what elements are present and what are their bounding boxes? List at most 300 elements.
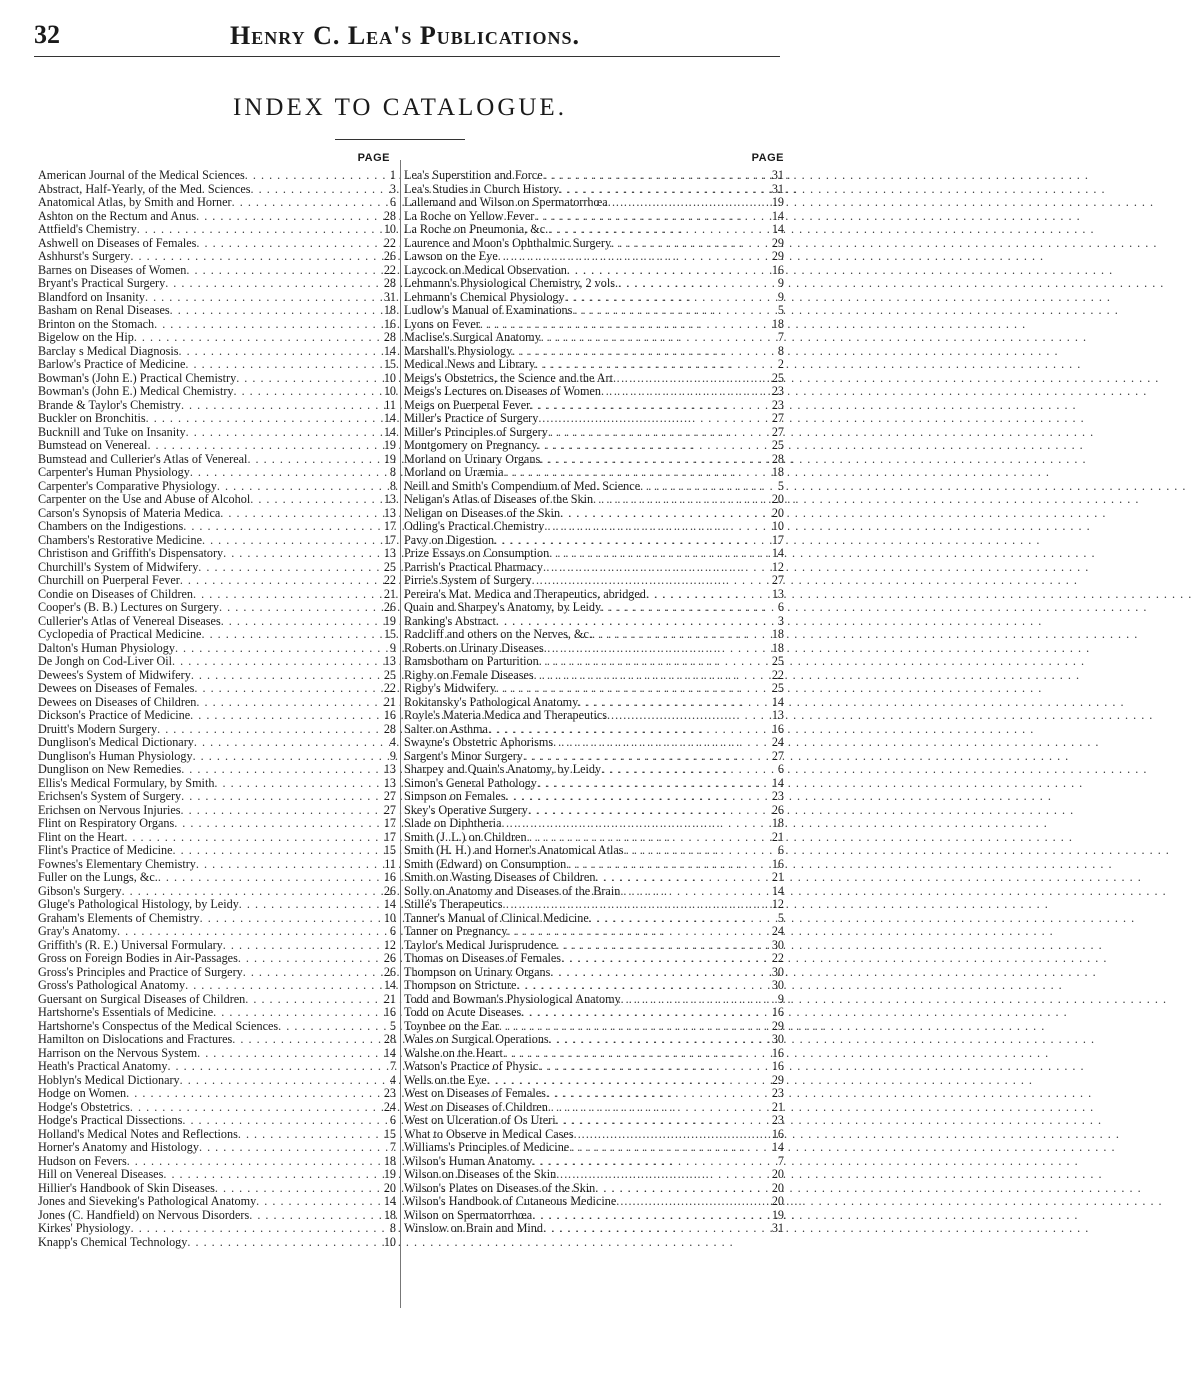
index-entry: [404, 885, 784, 899]
index-entry: [38, 885, 396, 899]
index-entry: [404, 439, 784, 453]
leader-dots: [130, 250, 370, 264]
index-entry: [404, 804, 784, 818]
index-entry-title: Dalton's Human Physiology: [38, 640, 175, 655]
index-entry-page: 26: [383, 249, 396, 263]
index-entry-title: Montgomery on Pregnancy: [404, 438, 538, 452]
index-entry-title: Rigby on Female Diseases: [404, 667, 534, 682]
index-entry: [404, 304, 784, 318]
index-entry-title: Ashhurst's Surgery: [38, 249, 131, 263]
index-entry-title: Maclise's Surgical Anatomy: [404, 330, 541, 344]
leader-dots: [194, 682, 370, 696]
index-entry-page: 8: [389, 465, 396, 479]
index-entry: [404, 817, 784, 831]
index-entry: [38, 912, 396, 926]
index-entry: [38, 534, 396, 548]
index-entry-page: 28: [771, 451, 784, 466]
index-entry-page: 28: [383, 208, 396, 223]
index-entry-page: 14: [383, 411, 396, 425]
index-entry: [38, 831, 396, 845]
index-entry-page: 31: [771, 1221, 784, 1235]
index-entry-page: 16: [383, 1005, 396, 1019]
leader-dots: [232, 1033, 370, 1047]
leader-dots: [183, 520, 370, 534]
index-entry-page: 20: [771, 492, 784, 506]
index-entry-title: Hill on Venereal Diseases: [38, 1167, 164, 1181]
leader-dots: [146, 412, 370, 426]
index-entry: [404, 763, 784, 777]
index-entry: [38, 615, 396, 629]
index-entry-title: Lyons on Fever: [404, 316, 480, 331]
index-entry-title: Lallemand and Wilson on Spermatorrhœa: [404, 195, 608, 209]
index-entry-title: Wilson's Plates on Diseases of the Skin: [404, 1180, 596, 1195]
index-entry: [404, 952, 784, 966]
leader-dots: [611, 237, 758, 251]
index-entry-page: 10: [383, 370, 396, 385]
index-entry-title: Dunglison's Medical Dictionary: [38, 735, 194, 749]
leader-dots: [487, 1074, 758, 1088]
index-entry: [38, 1155, 396, 1169]
index-entry: [404, 1074, 784, 1088]
index-entry: [404, 318, 784, 332]
index-entry: [38, 844, 396, 858]
leader-dots: [601, 763, 758, 777]
leader-dots: [559, 183, 758, 197]
leader-dots: [512, 345, 758, 359]
index-entry: [38, 372, 396, 386]
index-entry-page: 21: [383, 694, 396, 709]
index-entry-page: 26: [383, 883, 396, 898]
index-entry-title: Bigelow on the Hip: [38, 330, 134, 344]
leader-dots: [219, 601, 370, 615]
leader-dots: [233, 385, 370, 399]
leader-dots: [560, 507, 758, 521]
index-entry-title: Hodge's Practical Dissections: [38, 1113, 183, 1127]
index-entry-title: American Journal of the Medical Sciences: [38, 168, 245, 182]
leader-dots: [181, 399, 370, 413]
index-entry-page: 4: [389, 1072, 396, 1087]
index-entry: [38, 628, 396, 642]
leader-dots: [202, 534, 370, 548]
index-entry-page: 29: [771, 1072, 784, 1087]
index-entry-page: 15: [383, 1126, 396, 1141]
leader-dots: [145, 291, 370, 305]
index-entry: [38, 196, 396, 210]
index-entry-page: 10: [383, 222, 396, 236]
index-entry-page: 16: [771, 1005, 784, 1019]
index-entry-page: 20: [771, 1167, 784, 1181]
index-entry-title: Ramsbotham on Parturition: [404, 654, 539, 668]
index-entry-title: Prize Essays on Consumption: [404, 546, 550, 560]
index-entry-title: Pereira's Mat. Medica and Therapeutics, abridged: [404, 586, 646, 601]
index-entry: [38, 331, 396, 345]
index-entry: [404, 1060, 784, 1074]
index-entry-title: Harrison on the Nervous System: [38, 1045, 198, 1060]
index-entry-title: Gross's Pathological Anatomy: [38, 978, 186, 992]
index-entry: [38, 1128, 396, 1142]
leader-dots: [245, 169, 370, 183]
index-entry-title: Flint on the Heart: [38, 829, 125, 844]
leader-dots: [196, 696, 370, 710]
index-entry: [404, 561, 784, 575]
leader-dots: [537, 777, 758, 791]
leader-dots: [527, 831, 758, 845]
index-entry: [38, 1020, 396, 1034]
index-entry: [38, 736, 396, 750]
index-entry: [404, 520, 784, 534]
index-entry-page: 22: [383, 573, 396, 587]
index-entry-title: Dewees on Diseases of Females: [38, 681, 195, 695]
index-entry: [38, 1074, 396, 1088]
index-entry: [38, 493, 396, 507]
index-entry: [404, 750, 784, 764]
index-entry-title: Bumstead on Venereal: [38, 438, 148, 452]
leader-dots: [163, 1168, 370, 1182]
index-entry-title: Flint's Practice of Medicine: [38, 843, 173, 857]
index-entry-page: 28: [383, 330, 396, 344]
index-entry-title: Dewees's System of Midwifery: [38, 667, 191, 682]
index-entry-title: Carpenter on the Use and Abuse of Alcohol: [38, 492, 251, 506]
index-entry: [404, 358, 784, 372]
index-entry-page: 6: [389, 195, 396, 209]
index-entry-page: 5: [389, 1018, 396, 1033]
index-entry-page: 20: [771, 505, 784, 520]
index-entry: [38, 763, 396, 777]
index-entry-page: 7: [389, 1140, 396, 1154]
index-entry-page: 22: [383, 681, 396, 695]
index-entry-page: 18: [383, 1207, 396, 1222]
index-entry-page: 21: [383, 586, 396, 601]
index-entry-title: Ludlow's Manual of Examinations: [404, 303, 573, 317]
index-entry: [38, 898, 396, 912]
leader-dots: [158, 871, 370, 885]
index-entry-title: Simpson on Females: [404, 789, 506, 803]
index-entry-title: Slade on Diphtheria: [404, 816, 502, 830]
leader-dots: [539, 655, 758, 669]
index-entry-title: Hodge on Women: [38, 1086, 127, 1100]
leader-dots: [131, 1222, 370, 1236]
index-entry-title: Graham's Elements of Chemistry: [38, 910, 200, 925]
index-entry-title: Gross on Foreign Bodies in Air-Passages: [38, 951, 238, 965]
index-entry: [38, 237, 396, 251]
index-entry-page: 28: [383, 276, 396, 290]
index-entry-page: 22: [771, 667, 784, 682]
index-entry-page: 2: [777, 357, 784, 371]
index-entry-title: Miller's Practice of Surgery: [404, 411, 539, 425]
index-entry-title: Brande & Taylor's Chemistry: [38, 397, 181, 412]
index-entry-title: Heath's Practical Anatomy: [38, 1059, 168, 1073]
index-entry-page: 14: [383, 897, 396, 911]
index-entry-title: Dickson's Practice of Medicine: [38, 708, 191, 722]
index-entry-title: Bucknill and Tuke on Insanity: [38, 424, 186, 439]
index-entry-title: Ashton on the Rectum and Anus: [38, 208, 197, 223]
index-entry-page: 21: [771, 1099, 784, 1114]
leader-dots: [498, 250, 758, 264]
index-entry-title: Thompson on Stricture: [404, 978, 517, 992]
index-entry-title: Guersant on Surgical Diseases of Children: [38, 991, 246, 1006]
index-entry-title: Toynbee on the Ear: [404, 1018, 499, 1033]
index-entry-page: 23: [771, 1086, 784, 1100]
leader-dots: [200, 912, 370, 926]
index-entry-title: Gray's Anatomy: [38, 924, 118, 938]
index-entry-page: 14: [771, 546, 784, 560]
index-entry-title: Dewees on Diseases of Children: [38, 694, 197, 709]
index-entry-title: Hoblyn's Medical Dictionary: [38, 1072, 180, 1087]
leader-dots: [190, 709, 370, 723]
leader-dots: [549, 547, 758, 561]
index-entry-title: Lea's Superstition and Force: [404, 168, 543, 182]
leader-dots: [182, 1114, 370, 1128]
index-entry-page: 16: [771, 721, 784, 736]
index-entry-title: Blandford on Insanity: [38, 289, 145, 304]
index-entry-title: Condie on Diseases of Children: [38, 586, 194, 601]
index-entry-page: 16: [383, 316, 396, 331]
index-entry-page: 21: [383, 991, 396, 1006]
index-entry: [38, 318, 396, 332]
index-entry-title: Simon's General Pathology: [404, 775, 537, 790]
index-entry-page: 22: [383, 235, 396, 250]
index-entry-page: 18: [771, 465, 784, 479]
leader-dots: [501, 817, 758, 831]
index-entry: [38, 1222, 396, 1236]
index-entry: [404, 385, 784, 399]
leader-dots: [561, 952, 758, 966]
leader-dots: [238, 1128, 370, 1142]
leader-dots: [223, 939, 370, 953]
index-entry-title: Barlow's Practice of Medicine: [38, 357, 186, 371]
index-entry: [38, 1047, 396, 1061]
index-entry-title: Pirrie's System of Surgery: [404, 573, 532, 587]
index-entry-page: 19: [383, 1167, 396, 1181]
leader-dots: [130, 1101, 370, 1115]
index-entry: [38, 601, 396, 615]
index-entry-title: Parrish's Practical Pharmacy: [404, 559, 543, 574]
index-entry: [38, 183, 396, 197]
leader-dots: [172, 655, 370, 669]
leader-dots: [199, 1141, 370, 1155]
index-entry-title: West on Diseases of Females: [404, 1086, 546, 1100]
index-entry-page: 30: [771, 978, 784, 992]
leader-dots: [251, 183, 370, 197]
index-entry-title: Knapp's Chemical Technology: [38, 1234, 188, 1249]
index-entry-title: Solly on Anatomy and Diseases of the Brain: [404, 883, 621, 898]
index-entry: [38, 588, 396, 602]
leader-dots: [540, 453, 758, 467]
leader-dots: [556, 939, 758, 953]
left-index-list: [38, 169, 396, 1249]
leader-dots: [607, 709, 758, 723]
index-entry: [404, 682, 784, 696]
leader-dots: [178, 345, 370, 359]
index-entry: [38, 682, 396, 696]
index-entry-page: 4: [389, 735, 396, 749]
leader-dots: [530, 399, 758, 413]
index-entry-page: 9: [777, 991, 784, 1006]
leader-dots: [544, 642, 758, 656]
index-entry-page: 16: [771, 856, 784, 871]
index-entry-title: Wells on the Eye: [404, 1072, 487, 1087]
index-entry: [404, 790, 784, 804]
index-entry-title: Rokitansky's Pathological Anatomy: [404, 694, 579, 709]
index-entry: [38, 1033, 396, 1047]
index-entry-title: Williams's Principles of Medicine: [404, 1140, 570, 1154]
leader-dots: [215, 1182, 370, 1196]
index-entry: [404, 993, 784, 1007]
index-entry: [404, 1128, 784, 1142]
leader-dots: [213, 1006, 370, 1020]
index-entry-title: Hamilton on Dislocations and Fractures: [38, 1032, 233, 1046]
leader-dots: [245, 993, 370, 1007]
index-entry: [404, 831, 784, 845]
index-entry-page: 6: [777, 762, 784, 776]
index-entry-page: 29: [771, 249, 784, 263]
index-entry-page: 16: [771, 1126, 784, 1141]
index-entry: [404, 588, 784, 602]
index-entry-title: Gluge's Pathological Histology, by Leidy: [38, 897, 239, 911]
index-entry-title: Tanner's Manual of Clinical Medicine: [404, 910, 589, 925]
running-header: [34, 20, 776, 50]
index-entry-page: 14: [771, 883, 784, 898]
leader-dots: [507, 925, 758, 939]
leader-dots: [196, 210, 370, 224]
leader-dots: [256, 1195, 370, 1209]
index-entry: [404, 696, 784, 710]
index-entry: [38, 1195, 396, 1209]
index-entry-title: Swayne's Obstetric Aphorisms: [404, 735, 554, 749]
index-entry-title: Bowman's (John E.) Medical Chemistry: [38, 384, 234, 398]
leader-dots: [187, 1236, 370, 1250]
index-entry: [404, 493, 784, 507]
leader-dots: [537, 439, 758, 453]
index-entry: [404, 1222, 784, 1236]
index-entry: [38, 1209, 396, 1223]
leader-dots: [549, 1033, 758, 1047]
index-entry-title: La Roche on Yellow Fever: [404, 208, 535, 223]
index-entry-page: 16: [771, 262, 784, 277]
index-entry: [38, 399, 396, 413]
index-entry-page: 5: [777, 910, 784, 925]
leader-dots: [186, 426, 370, 440]
index-entry-page: 13: [771, 708, 784, 722]
leader-dots: [504, 466, 758, 480]
index-entry: [404, 925, 784, 939]
index-entry: [404, 250, 784, 264]
index-entry: [404, 264, 784, 278]
right-index-list: [404, 169, 784, 1236]
index-entry-page: 25: [771, 681, 784, 695]
index-entry: [404, 1033, 784, 1047]
index-entry-title: Holland's Medical Notes and Reflections: [38, 1126, 238, 1141]
index-entry-page: 14: [771, 208, 784, 223]
index-entry: [38, 696, 396, 710]
index-entry: [404, 574, 784, 588]
index-entry-title: Rigby's Midwifery: [404, 681, 496, 695]
index-entry-title: Hartshorne's Conspectus of the Medical Sciences: [38, 1018, 279, 1033]
index-entry-page: 10: [771, 519, 784, 533]
leader-dots: [122, 885, 370, 899]
index-entry-page: 19: [383, 438, 396, 452]
leader-dots: [532, 574, 758, 588]
index-entry-title: Lehmann's Chemical Physiology: [404, 289, 565, 304]
index-entry-title: Winslow on Brain and Mind: [404, 1221, 543, 1235]
index-entry-page: 9: [389, 748, 396, 763]
column-divider: [400, 160, 401, 1308]
index-entry-title: Bryant's Practical Surgery: [38, 276, 166, 290]
index-entry-page: 20: [771, 1194, 784, 1208]
index-entry: [404, 507, 784, 521]
index-entry: [404, 1209, 784, 1223]
index-entry-title: Neligan's Atlas of Diseases of the Skin: [404, 492, 594, 506]
index-entry-page: 21: [771, 829, 784, 844]
index-entry: [38, 642, 396, 656]
leader-dots: [499, 1020, 758, 1034]
leader-dots: [601, 385, 758, 399]
index-entry-page: 26: [383, 951, 396, 965]
index-entry-title: Barnes on Diseases of Women: [38, 262, 187, 277]
index-entry: [38, 979, 396, 993]
index-entry-title: Basham on Renal Diseases: [38, 303, 170, 317]
index-entry-title: Buckler on Bronchitis: [38, 411, 146, 425]
index-entry-page: 27: [383, 789, 396, 803]
index-entry-page: 7: [777, 1153, 784, 1168]
index-entry-page: 31: [771, 168, 784, 182]
index-entry-title: Horner's Anatomy and Histology: [38, 1140, 199, 1154]
leader-dots: [232, 196, 370, 210]
leader-dots: [572, 304, 758, 318]
leader-dots: [157, 723, 370, 737]
index-entry-page: 23: [771, 384, 784, 398]
index-entry: [404, 601, 784, 615]
leader-dots: [173, 844, 370, 858]
index-entry-title: West on Diseases of Children: [404, 1099, 548, 1114]
index-entry-page: 5: [777, 303, 784, 317]
index-entry: [404, 1101, 784, 1115]
index-entry-page: 16: [383, 708, 396, 722]
index-entry: [38, 358, 396, 372]
index-entry-title: Smith (H. H.) and Horner's Anatomical Atlas: [404, 843, 624, 857]
index-entry: [404, 466, 784, 480]
index-entry: [404, 210, 784, 224]
leader-dots: [198, 561, 370, 575]
index-entry-page: 17: [383, 816, 396, 830]
index-entry-page: 18: [771, 640, 784, 655]
index-entry-page: 6: [777, 600, 784, 614]
leader-dots: [137, 223, 370, 237]
index-entry-page: 16: [771, 1045, 784, 1060]
index-entry: [404, 898, 784, 912]
index-entry: [404, 426, 784, 440]
index-entry-title: Lehmann's Physiological Chemistry, 2 vols.: [404, 276, 618, 290]
leader-dots: [532, 1209, 758, 1223]
leader-dots: [544, 520, 758, 534]
index-entry-title: Smith (Edward) on Consumption: [404, 856, 567, 871]
leader-dots: [165, 277, 370, 291]
index-entry-page: 23: [771, 397, 784, 412]
leader-dots: [578, 696, 758, 710]
index-entry-page: 27: [771, 411, 784, 425]
index-entry-page: 8: [389, 1221, 396, 1235]
index-entry: [38, 1006, 396, 1020]
index-entry-page: 9: [389, 640, 396, 655]
index-entry-page: 14: [771, 1140, 784, 1154]
page-number: 32: [34, 20, 60, 49]
index-entry: [38, 1236, 396, 1250]
leader-dots: [243, 966, 370, 980]
index-entry: [38, 858, 396, 872]
index-entry: [404, 480, 784, 494]
index-entry-title: Lawson on the Eye: [404, 249, 498, 263]
leader-dots: [565, 291, 758, 305]
